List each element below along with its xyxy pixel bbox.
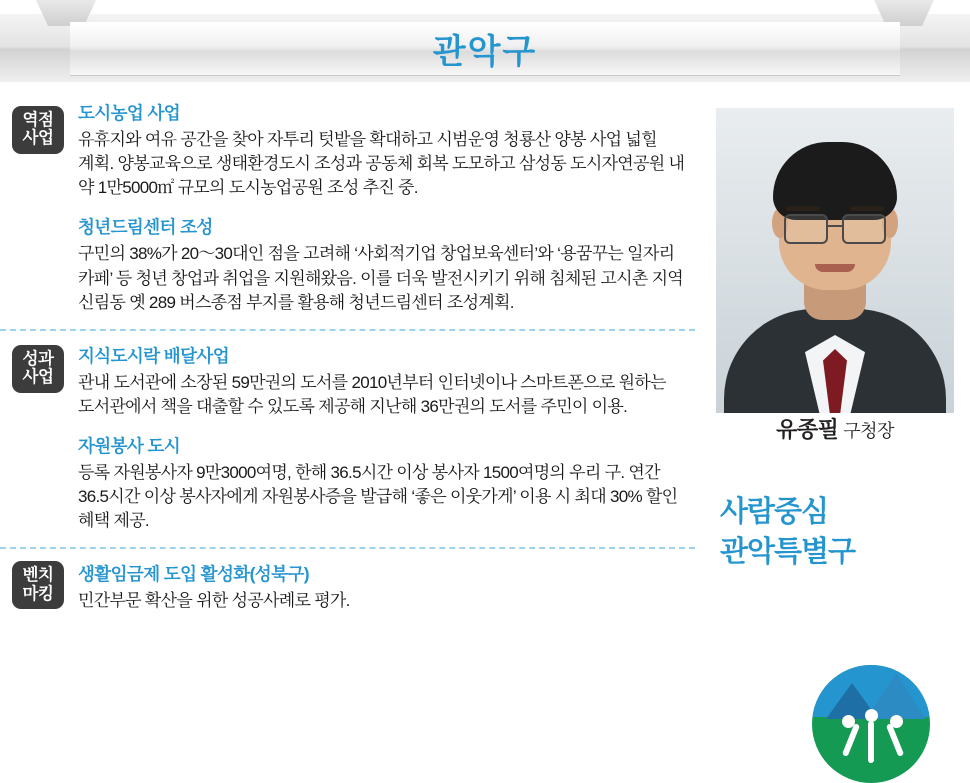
emblem-circle (812, 665, 930, 783)
section-tag-line1: 성과 (22, 349, 54, 368)
section-tag-line2: 사업 (22, 129, 54, 148)
item-title: 지식도시락 배달사업 (78, 345, 230, 366)
section-achievements (0, 343, 700, 534)
emblem-dot-right (890, 715, 903, 728)
emblem-arm-right (886, 723, 904, 757)
item-body: 유휴지와 여유 공간을 찾아 자투리 텃밭을 확대하고 시범운영 청룡산 양봉 사업 넓힐 계획. 양봉교육으로 생태환경도시 조성과 공동체 회복 도모하고 삼성동 도시자연공원 내 약 1만5000㎡ 규모의 도시농업공원 조성 추진 중. (78, 130, 685, 198)
item-body: 등록 자원봉사자 9만3000여명, 한해 36.5시간 이상 봉사자 1500여명의 우리 구. 연간 36.5시간 이상 봉사자에게 자원봉사증을 발급해 ‘좋은 이웃가게’ 이용 시 최대 30% 할인 혜택 제공. (78, 463, 678, 531)
item-title: 자원봉사 도시 (78, 436, 181, 456)
section-divider (0, 329, 695, 331)
slogan-line-1: 사람중심 (720, 496, 829, 528)
section-benchmarking (0, 561, 700, 613)
portrait-caption (716, 413, 954, 444)
gwanak-emblem-icon (812, 665, 944, 777)
item-body: 민간부문 확산을 위한 성공사례로 평가. (78, 591, 350, 611)
portrait-name: 유종필 (776, 417, 839, 442)
portrait-role: 구청장 (843, 421, 894, 441)
section-divider (0, 547, 695, 549)
item-title: 도시농업 사업 (78, 103, 181, 123)
section-tag-line1: 역점 (22, 111, 54, 129)
portrait-glasses-bridge (828, 225, 842, 227)
section-tag-line2: 사업 (22, 368, 54, 387)
slogan-line-2: 관악특별구 (720, 536, 856, 569)
portrait-eyebrow-right (850, 206, 884, 211)
list-item (78, 100, 694, 200)
section-tag-achievements (12, 345, 64, 393)
item-body: 구민의 38%가 20〜30대인 점을 고려해 ‘사회적기업 창업보육센터’와 ‘용꿈꾸는 일자리 카페’ 등 청년 창업과 취업을 지원해왔음. 이를 더욱 발전시키기 위해 침체된 고시촌 지역 신림동 옛 289 버스종점 부지를 활용해 청년드림센터 조성계획. (78, 244, 684, 312)
main-content (0, 100, 700, 783)
section-tag-line1: 벤치 (22, 566, 54, 585)
list-item (78, 561, 694, 613)
slogan (720, 492, 855, 572)
section-tag-key-projects (12, 106, 64, 154)
emblem-arm-left (842, 723, 860, 757)
portrait-glasses-left (784, 214, 828, 244)
item-title: 생활임금제 도입 활성화(성북구) (78, 564, 309, 585)
list-item (78, 433, 694, 533)
portrait-mouth (815, 264, 855, 272)
page-header-banner (0, 0, 970, 96)
portrait-glasses-right (842, 214, 886, 244)
section-tag-line2: 마킹 (22, 584, 54, 603)
section-tag-benchmarking (12, 561, 64, 609)
emblem-dot-left (842, 715, 855, 728)
emblem-stem (868, 721, 874, 763)
item-body: 관내 도서관에 소장된 59만권의 도서를 2010년부터 인터넷이나 스마트폰으로 원하는 도서관에서 책을 대출할 수 있도록 제공해 지난해 36만권의 도서를 주민이 이용. (78, 372, 666, 416)
list-item (78, 343, 694, 419)
portrait-photo (716, 108, 954, 413)
section-key-projects (0, 100, 700, 315)
page-title: 관악구 (432, 33, 538, 71)
portrait-eyebrow-left (786, 206, 820, 211)
list-item (78, 214, 694, 314)
sidebar (700, 100, 970, 783)
emblem-dot-center (865, 709, 878, 722)
item-title: 청년드림센터 조성 (78, 217, 213, 238)
